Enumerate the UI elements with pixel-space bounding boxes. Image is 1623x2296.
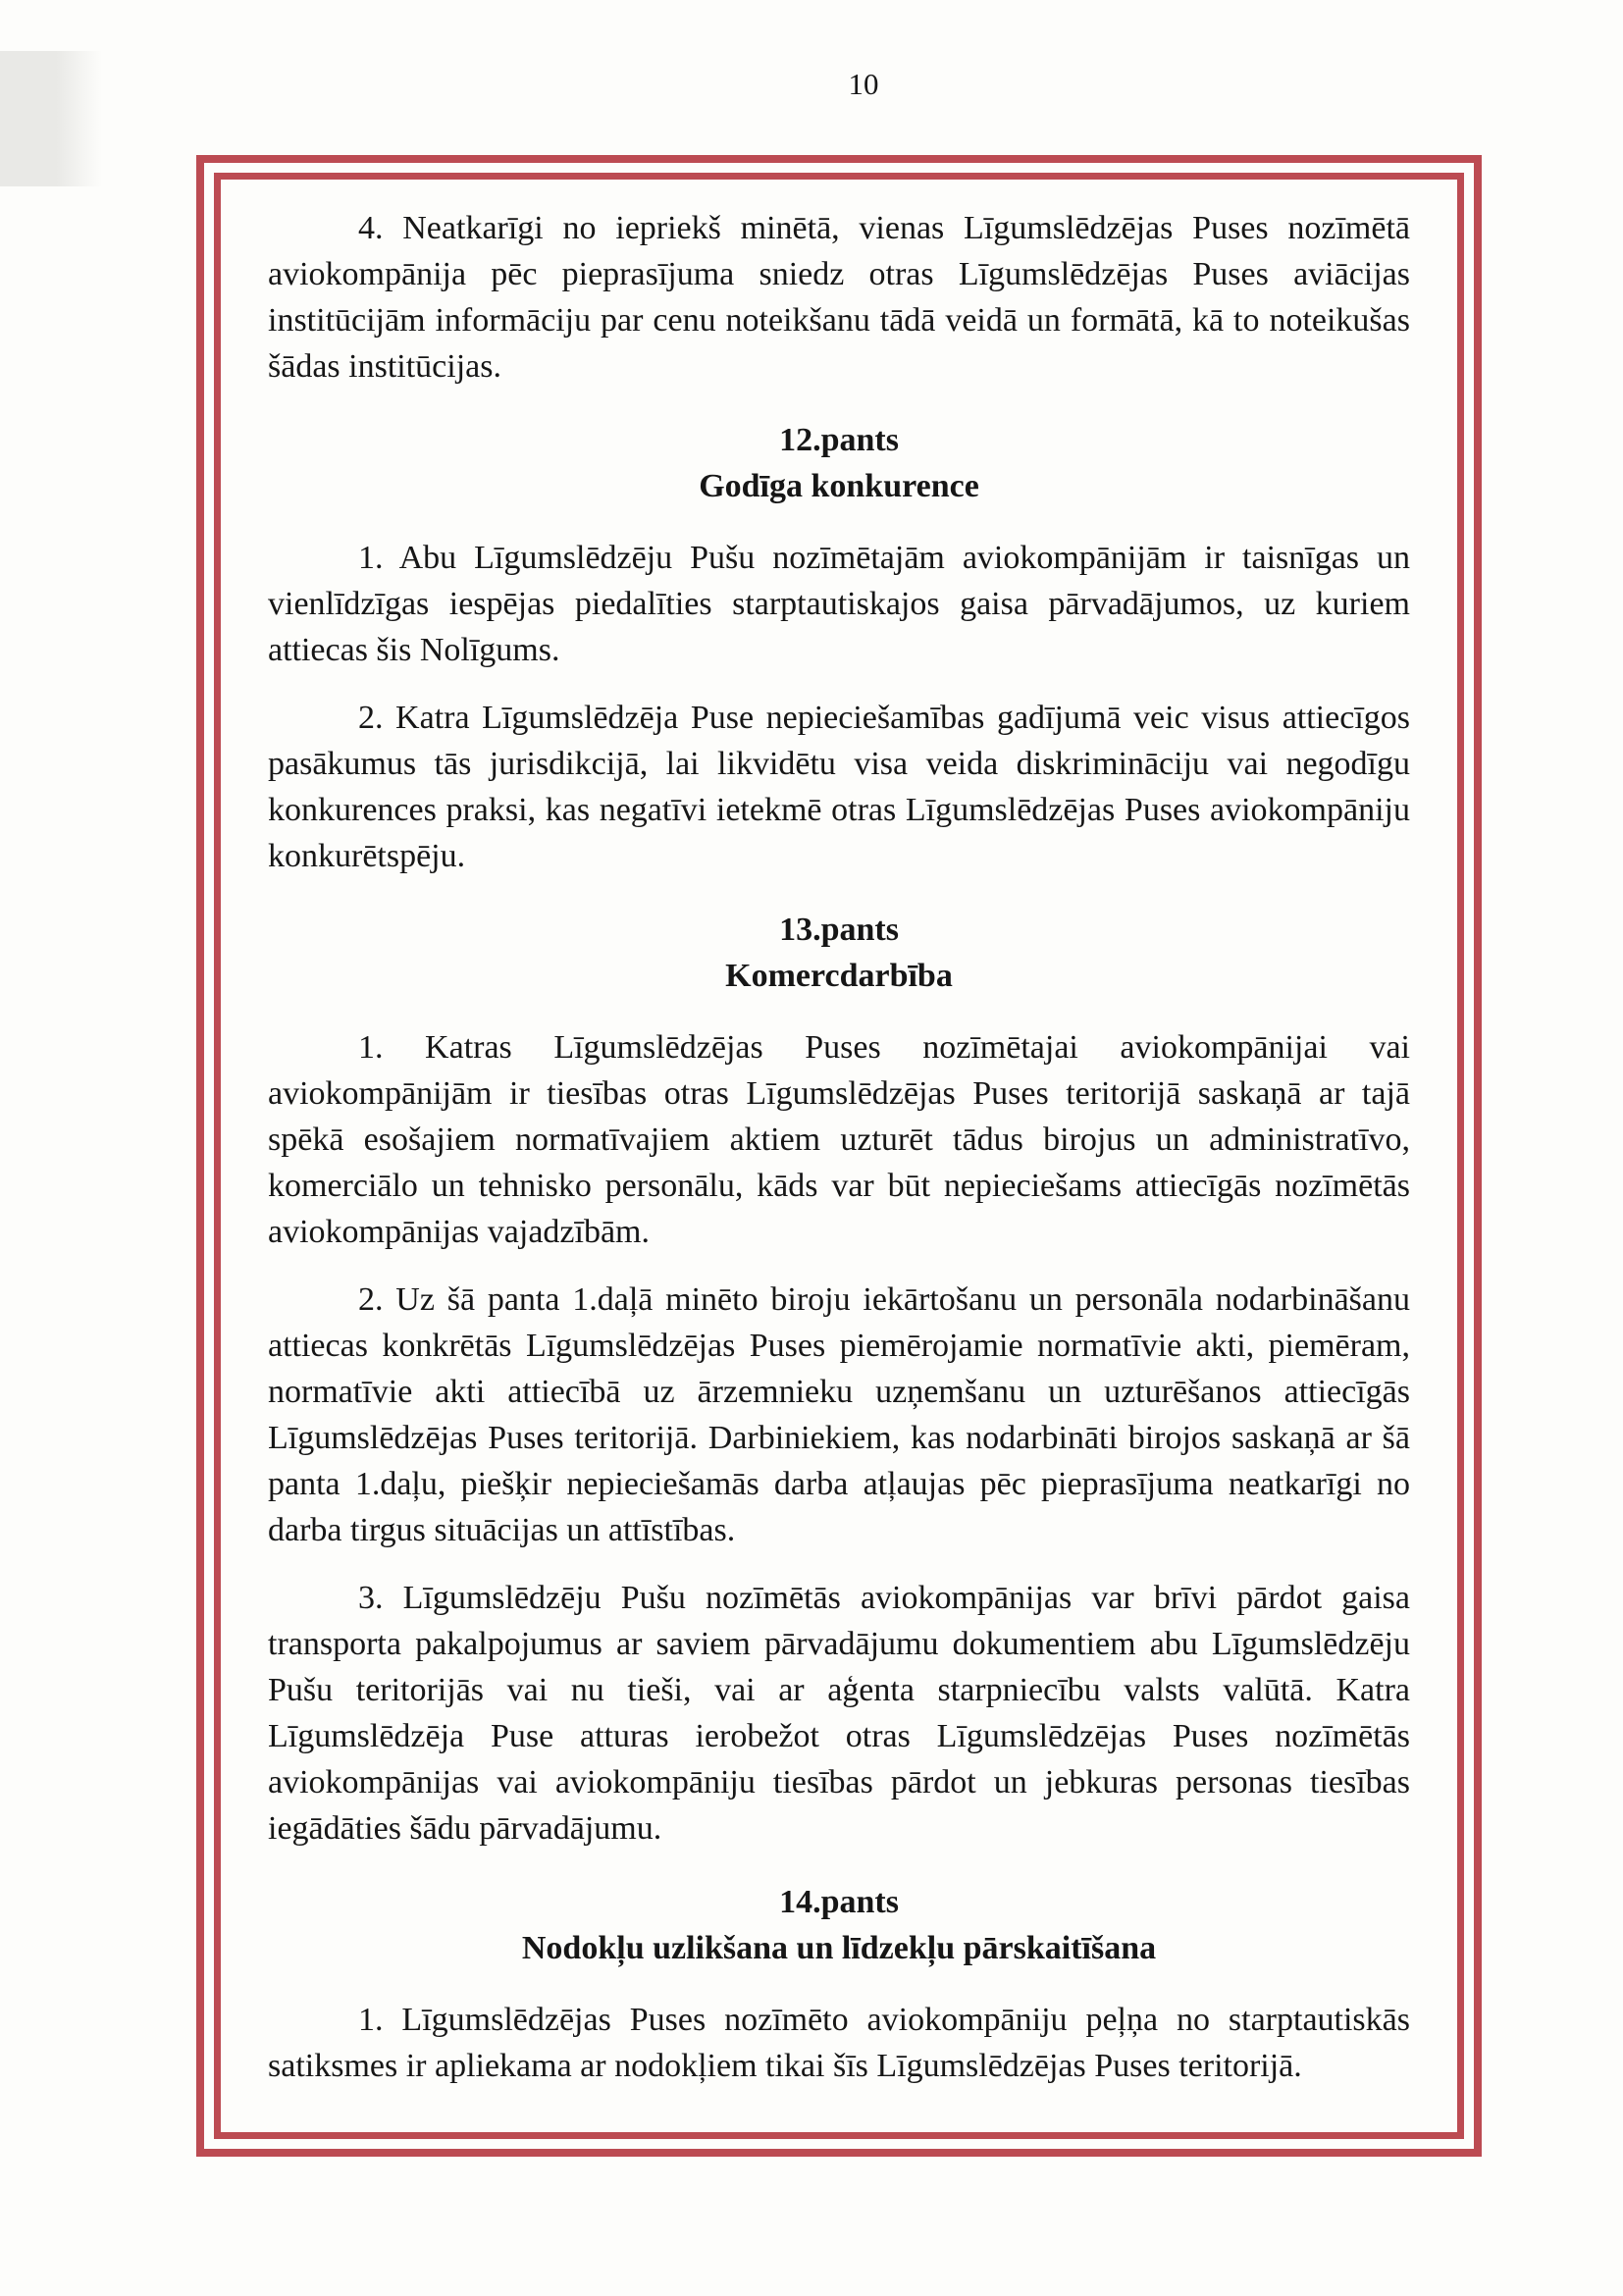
document-content [214, 173, 1464, 2139]
paragraph: 1. Abu Līgumslēdzēju Pušu nozīmētajām aviokompānijām ir taisnīgas un vienlīdzīgas iespējas piedalīties starptautiskajos gaisa pārvadājumos, uz kuriem attiecas šis Nolīgums. [268, 540, 1410, 668]
article-title: Godīga konkurence [699, 468, 979, 504]
paragraph: 2. Uz šā panta 1.daļā minēto biroju iekārtošanu un personāla nodarbināšanu attiecas konkrētās Līgumslēdzējas Puses piemērojamie normatīvie akti, piemēram, normatīvie akti attiecībā uz ārzemnieku uzņemšanu un uzturēšanos attiecīgās Līgumslēdzējas Puses teritorijā. Darbiniekiem, kas nodarbināti birojos saskaņā ar šā panta 1.daļu, piešķir nepieciešamās darba atļaujas pēc pieprasījuma neatkarīgi no darba tirgus situācijas un attīstības. [268, 1281, 1410, 1548]
article-number: 14.pants [779, 1884, 899, 1920]
page-number: 10 [848, 67, 879, 101]
paragraph: 3. Līgumslēdzēju Pušu nozīmētās aviokompānijas var brīvi pārdot gaisa transporta pakalpojumus ar saviem pārvadājumu dokumentiem abu Līgumslēdzēju Pušu teritorijās vai nu tieši, vai ar aģenta starpniecību valsts valūtā. Katra Līgumslēdzēja Puse atturas ierobežot otras Līgumslēdzējas Puses nozīmētās aviokompānijas vai aviokompāniju tiesības pārdot un jebkuras personas tiesības iegādāties šādu pārvadājumu. [268, 1580, 1410, 1847]
scan-shadow-artifact [0, 51, 102, 186]
section-14pants [268, 1879, 1410, 2089]
paragraph: 1. Līgumslēdzējas Puses nozīmēto aviokompāniju peļņa no starptautiskās satiksmes ir apliekama ar nodokļiem tikai šīs Līgumslēdzējas Puses teritorijā. [268, 2002, 1410, 2084]
intro-paragraph: 4. Neatkarīgi no iepriekš minētā, vienas Līgumslēdzējas Puses nozīmētā aviokompānija pēc pieprasījuma sniedz otras Līgumslēdzējas Puses aviācijas institūcijām informāciju par cenu noteikšanu tādā veidā un formātā, kā to noteikušas šādas institūcijas. [268, 210, 1410, 385]
article-number: 13.pants [779, 912, 899, 948]
paragraph: 2. Katra Līgumslēdzēja Puse nepieciešamības gadījumā veic visus attiecīgos pasākumus tās jurisdikcijā, lai likvidētu visa veida diskrimināciju vai negodīgu konkurences praksi, kas negatīvi ietekmē otras Līgumslēdzējas Puses aviokompāniju konkurētspēju. [268, 700, 1410, 874]
article-title: Nodokļu uzlikšana un līdzekļu pārskaitīšana [521, 1930, 1157, 1966]
document-border-frame [196, 155, 1482, 2157]
article-title: Komercdarbība [725, 958, 953, 994]
section-13pants-heading [268, 907, 1410, 999]
section-13pants [268, 907, 1410, 1852]
section-12pants-heading [268, 417, 1410, 509]
paragraph: 1. Katras Līgumslēdzējas Puses nozīmētajai aviokompānijai vai aviokompānijām ir tiesības otras Līgumslēdzējas Puses teritorijā saskaņā ar tajā spēkā esošajiem normatīvajiem aktiem uzturēt tādus birojus un administratīvo, komerciālo un tehnisko personālu, kāds var būt nepieciešams attiecīgās nozīmētās aviokompānijas vajadzībām. [268, 1029, 1410, 1250]
section-14pants-heading [268, 1879, 1410, 1971]
article-number: 12.pants [779, 422, 899, 458]
section-12pants [268, 417, 1410, 879]
